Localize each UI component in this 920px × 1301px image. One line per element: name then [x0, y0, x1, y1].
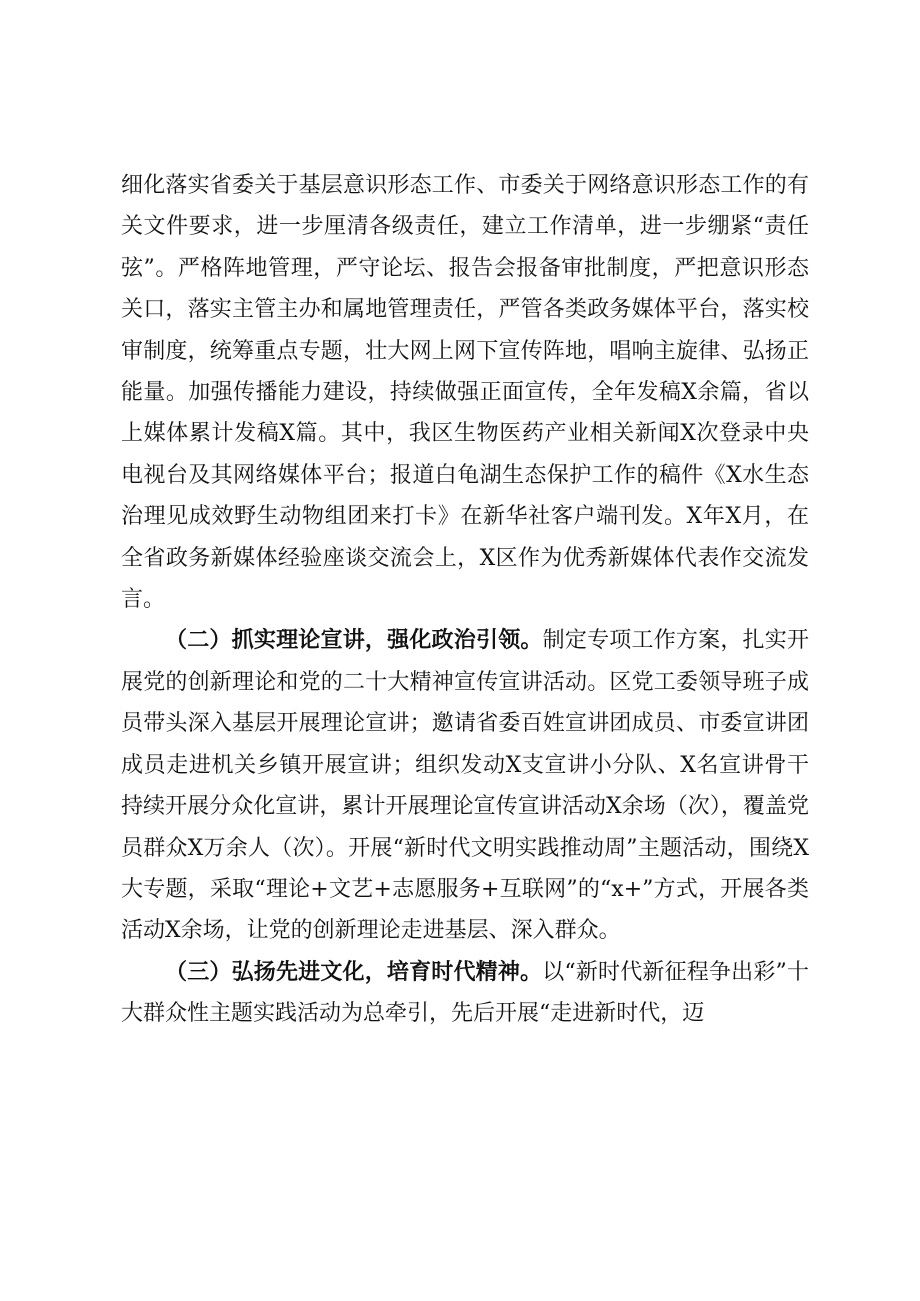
paragraph-2 — [121, 620, 809, 951]
document-body — [121, 165, 809, 1035]
paragraph-3 — [121, 952, 809, 1035]
section-heading-2: （二）抓实理论宣讲，强化政治引领。 — [165, 628, 543, 654]
paragraph-1-text: 细化落实省委关于基层意识形态工作、市委关于网络意识形态工作的有关文件要求，进一步厘清各级责任，建立工作清单，进一步绷紧“责任弦”。严格阵地管理，严守论坛、报告会报备审批制度，严把意识形态关口，落实主管主办和属地管理责任，严管各类政务媒体平台，落实校审制度，统筹重点专题，壮大网上网下宣传阵地，唱响主旋律、弘扬正能量。加强传播能力建设，持续做强正面宣传，全年发稿X余篇，省以上媒体累计发稿X篇。其中，我区生物医药产业相关新闻X次登录中央电视台及其网络媒体平台；报道白龟湖生态保护工作的稿件《X水生态治理见成效野生动物组团来打卡》在新华社客户端刊发。X年X月，在全省政务新媒体经验座谈交流会上，X区作为优秀新媒体代表作交流发言。 — [121, 173, 809, 613]
paragraph-3-text: 以“新时代新征程争出彩”十大群众性主题实践活动为总牵引，先后开展“走进新时代，迈 — [121, 959, 809, 1027]
paragraph-2-text: 制定专项工作方案，扎实开展党的创新理论和党的二十大精神宣传宣讲活动。区党工委领导班子成员带头深入基层开展理论宣讲；邀请省委百姓宣讲团成员、市委宣讲团成员走进机关乡镇开展宣讲；组织发动X支宣讲小分队、X名宣讲骨干持续开展分众化宣讲，累计开展理论宣传宣讲活动X余场（次），覆盖党员群众X万余人（次）。开展“新时代文明实践推动周”主题活动，围绕X大专题，采取“理论+文艺+志愿服务+互联网”的“x+”方式，开展各类活动X余场，让党的创新理论走进基层、深入群众。 — [121, 628, 809, 944]
section-heading-3: （三）弘扬先进文化，培育时代精神。 — [165, 959, 543, 985]
paragraph-1 — [121, 165, 809, 620]
